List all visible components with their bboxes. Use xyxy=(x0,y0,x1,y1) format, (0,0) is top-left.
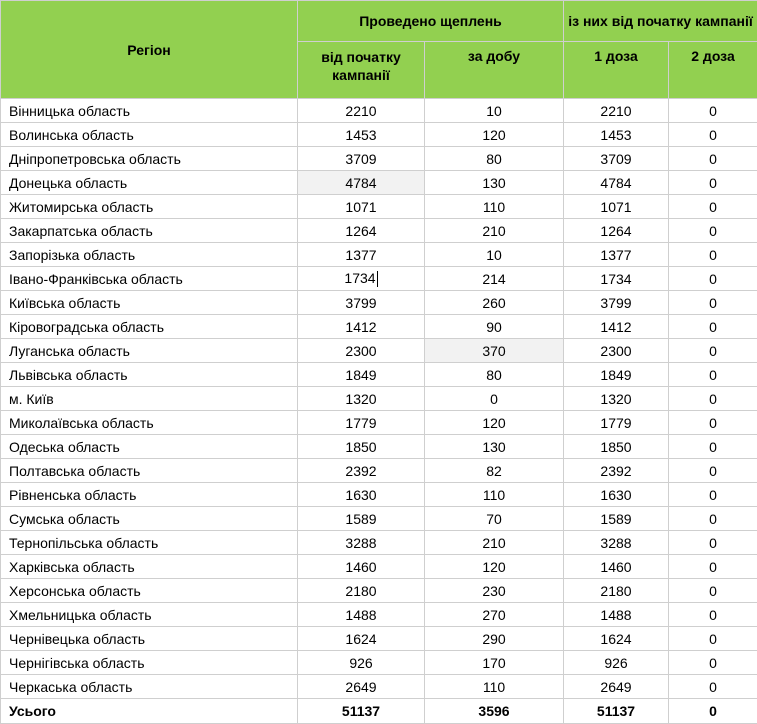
per-day-cell[interactable]: 10 xyxy=(425,243,564,267)
dose2-cell[interactable]: 0 xyxy=(669,483,757,507)
per-day-cell[interactable]: 110 xyxy=(425,483,564,507)
table-row xyxy=(1,339,757,363)
since-start-cell[interactable]: 2649 xyxy=(298,675,425,699)
dose2-cell[interactable]: 0 xyxy=(669,627,757,651)
per-day-cell[interactable]: 110 xyxy=(425,675,564,699)
since-start-cell[interactable]: 1630 xyxy=(298,483,425,507)
region-cell[interactable]: Сумська область xyxy=(1,507,298,531)
dose2-cell[interactable]: 0 xyxy=(669,387,757,411)
dose2-cell[interactable]: 0 xyxy=(669,123,757,147)
dose1-cell[interactable]: 1624 xyxy=(564,627,669,651)
dose2-cell[interactable]: 0 xyxy=(669,579,757,603)
dose1-cell[interactable]: 1779 xyxy=(564,411,669,435)
region-cell[interactable]: Рівненська область xyxy=(1,483,298,507)
since-start-cell[interactable]: 1589 xyxy=(298,507,425,531)
table-row xyxy=(1,435,757,459)
table-row xyxy=(1,627,757,651)
dose2-cell[interactable]: 0 xyxy=(669,363,757,387)
table-body xyxy=(1,99,757,724)
table-row xyxy=(1,219,757,243)
per-day-cell[interactable]: 120 xyxy=(425,123,564,147)
total-dose2-cell[interactable]: 0 xyxy=(669,699,757,724)
region-cell[interactable]: Житомирська область xyxy=(1,195,298,219)
table-row xyxy=(1,291,757,315)
header-since-start[interactable]: від початку кампанії xyxy=(298,42,425,99)
dose1-cell[interactable]: 1630 xyxy=(564,483,669,507)
region-cell[interactable]: Тернопільська область xyxy=(1,531,298,555)
per-day-cell[interactable]: 370 xyxy=(425,339,564,363)
per-day-cell[interactable]: 260 xyxy=(425,291,564,315)
since-start-cell[interactable]: 2210 xyxy=(298,99,425,123)
dose1-cell[interactable]: 2180 xyxy=(564,579,669,603)
dose2-cell[interactable]: 0 xyxy=(669,243,757,267)
per-day-cell[interactable]: 120 xyxy=(425,411,564,435)
per-day-cell[interactable]: 270 xyxy=(425,603,564,627)
since-start-cell[interactable]: 1460 xyxy=(298,555,425,579)
dose2-cell[interactable]: 0 xyxy=(669,147,757,171)
dose2-cell[interactable]: 0 xyxy=(669,459,757,483)
table-row xyxy=(1,531,757,555)
table-row xyxy=(1,123,757,147)
header-region[interactable]: Регіон xyxy=(1,1,298,99)
dose1-cell[interactable]: 4784 xyxy=(564,171,669,195)
table-row xyxy=(1,459,757,483)
per-day-cell[interactable]: 0 xyxy=(425,387,564,411)
table-row xyxy=(1,147,757,171)
region-cell[interactable]: Запорізька область xyxy=(1,243,298,267)
dose2-cell[interactable]: 0 xyxy=(669,99,757,123)
total-dose1-cell[interactable]: 51137 xyxy=(564,699,669,724)
dose2-cell[interactable]: 0 xyxy=(669,315,757,339)
table-row xyxy=(1,579,757,603)
per-day-cell[interactable]: 110 xyxy=(425,195,564,219)
per-day-cell[interactable]: 82 xyxy=(425,459,564,483)
total-since-start-cell[interactable]: 51137 xyxy=(298,699,425,724)
dose1-cell[interactable]: 2300 xyxy=(564,339,669,363)
region-cell[interactable]: Черкаська область xyxy=(1,675,298,699)
dose1-cell[interactable]: 1850 xyxy=(564,435,669,459)
dose1-cell[interactable]: 1071 xyxy=(564,195,669,219)
dose2-cell[interactable]: 0 xyxy=(669,507,757,531)
region-cell[interactable]: Донецька область xyxy=(1,171,298,195)
per-day-cell[interactable]: 120 xyxy=(425,555,564,579)
table-row xyxy=(1,267,757,291)
dose1-cell[interactable]: 1460 xyxy=(564,555,669,579)
region-cell[interactable]: Закарпатська область xyxy=(1,219,298,243)
table-row xyxy=(1,411,757,435)
per-day-cell[interactable]: 130 xyxy=(425,435,564,459)
since-start-cell[interactable]: 1320 xyxy=(298,387,425,411)
region-cell[interactable]: Хмельницька область xyxy=(1,603,298,627)
table-header xyxy=(1,1,757,99)
dose1-cell[interactable]: 2392 xyxy=(564,459,669,483)
per-day-cell[interactable]: 80 xyxy=(425,363,564,387)
dose2-cell[interactable]: 0 xyxy=(669,675,757,699)
region-cell[interactable]: Київська область xyxy=(1,291,298,315)
dose2-cell[interactable]: 0 xyxy=(669,267,757,291)
dose1-cell[interactable]: 3799 xyxy=(564,291,669,315)
since-start-cell[interactable]: 1377 xyxy=(298,243,425,267)
per-day-cell[interactable]: 90 xyxy=(425,315,564,339)
total-per-day-cell[interactable]: 3596 xyxy=(425,699,564,724)
text-cursor xyxy=(377,271,378,287)
since-start-cell[interactable]: 1071 xyxy=(298,195,425,219)
dose2-cell[interactable]: 0 xyxy=(669,531,757,555)
total-label-cell[interactable]: Усього xyxy=(1,699,298,724)
per-day-cell[interactable]: 70 xyxy=(425,507,564,531)
region-cell[interactable]: Дніпропетровська область xyxy=(1,147,298,171)
region-cell[interactable]: Чернівецька область xyxy=(1,627,298,651)
per-day-cell[interactable]: 290 xyxy=(425,627,564,651)
region-cell[interactable]: Харківська область xyxy=(1,555,298,579)
dose2-cell[interactable]: 0 xyxy=(669,339,757,363)
region-cell[interactable]: Херсонська область xyxy=(1,579,298,603)
since-start-cell[interactable]: 1453 xyxy=(298,123,425,147)
header-dose2[interactable]: 2 доза xyxy=(669,42,757,99)
dose1-cell[interactable]: 926 xyxy=(564,651,669,675)
dose2-cell[interactable]: 0 xyxy=(669,435,757,459)
table-row xyxy=(1,555,757,579)
table-row xyxy=(1,651,757,675)
per-day-cell[interactable]: 210 xyxy=(425,219,564,243)
dose1-cell[interactable]: 2210 xyxy=(564,99,669,123)
dose1-cell[interactable]: 1453 xyxy=(564,123,669,147)
since-start-cell[interactable]: 1850 xyxy=(298,435,425,459)
per-day-cell[interactable]: 170 xyxy=(425,651,564,675)
table-row xyxy=(1,675,757,699)
per-day-cell[interactable]: 214 xyxy=(425,267,564,291)
region-cell[interactable]: Полтавська область xyxy=(1,459,298,483)
region-cell[interactable]: м. Київ xyxy=(1,387,298,411)
since-start-cell[interactable]: 1849 xyxy=(298,363,425,387)
since-start-cell[interactable]: 1624 xyxy=(298,627,425,651)
header-per-day[interactable]: за добу xyxy=(425,42,564,99)
table-row xyxy=(1,171,757,195)
dose2-cell[interactable]: 0 xyxy=(669,555,757,579)
since-start-cell[interactable]: 2300 xyxy=(298,339,425,363)
per-day-cell[interactable]: 130 xyxy=(425,171,564,195)
table-row xyxy=(1,243,757,267)
dose2-cell[interactable]: 0 xyxy=(669,291,757,315)
dose1-cell[interactable]: 3709 xyxy=(564,147,669,171)
region-cell[interactable]: Луганська область xyxy=(1,339,298,363)
dose1-cell[interactable]: 1264 xyxy=(564,219,669,243)
region-cell[interactable]: Івано-Франківська область xyxy=(1,267,298,291)
per-day-cell[interactable]: 10 xyxy=(425,99,564,123)
since-start-cell[interactable]: 2392 xyxy=(298,459,425,483)
region-cell[interactable]: Львівська область xyxy=(1,363,298,387)
header-dose1[interactable]: 1 доза xyxy=(564,42,669,99)
since-start-cell[interactable]: 3799 xyxy=(298,291,425,315)
since-start-cell[interactable]: 1412 xyxy=(298,315,425,339)
dose2-cell[interactable]: 0 xyxy=(669,651,757,675)
table-row xyxy=(1,603,757,627)
region-cell[interactable]: Вінницька область xyxy=(1,99,298,123)
dose1-cell[interactable]: 1589 xyxy=(564,507,669,531)
dose2-cell[interactable]: 0 xyxy=(669,219,757,243)
since-start-cell[interactable]: 3288 xyxy=(298,531,425,555)
header-since-start-group[interactable]: із них від початку кампанії xyxy=(564,1,757,42)
per-day-cell[interactable]: 80 xyxy=(425,147,564,171)
since-start-cell[interactable]: 926 xyxy=(298,651,425,675)
dose1-cell[interactable]: 1412 xyxy=(564,315,669,339)
table-row xyxy=(1,483,757,507)
dose1-cell[interactable]: 1734 xyxy=(564,267,669,291)
table-row xyxy=(1,195,757,219)
dose1-cell[interactable]: 1320 xyxy=(564,387,669,411)
region-cell[interactable]: Волинська область xyxy=(1,123,298,147)
since-start-cell[interactable]: 1264 xyxy=(298,219,425,243)
since-start-cell[interactable]: 1488 xyxy=(298,603,425,627)
header-conducted[interactable]: Проведено щеплень xyxy=(298,1,564,42)
dose1-cell[interactable]: 2649 xyxy=(564,675,669,699)
table-row xyxy=(1,387,757,411)
dose2-cell[interactable]: 0 xyxy=(669,171,757,195)
header-row-1 xyxy=(1,1,757,42)
region-cell[interactable]: Кіровоградська область xyxy=(1,315,298,339)
table-row xyxy=(1,363,757,387)
dose1-cell[interactable]: 1377 xyxy=(564,243,669,267)
dose1-cell[interactable]: 1849 xyxy=(564,363,669,387)
since-start-cell[interactable] xyxy=(298,267,425,291)
since-start-cell[interactable]: 2180 xyxy=(298,579,425,603)
per-day-cell[interactable]: 230 xyxy=(425,579,564,603)
region-cell[interactable]: Миколаївська область xyxy=(1,411,298,435)
region-cell[interactable]: Одеська область xyxy=(1,435,298,459)
per-day-cell[interactable]: 210 xyxy=(425,531,564,555)
total-row xyxy=(1,699,757,724)
dose1-cell[interactable]: 1488 xyxy=(564,603,669,627)
dose1-cell[interactable]: 3288 xyxy=(564,531,669,555)
since-start-cell[interactable]: 1779 xyxy=(298,411,425,435)
table-row xyxy=(1,99,757,123)
since-start-cell[interactable]: 3709 xyxy=(298,147,425,171)
dose2-cell[interactable]: 0 xyxy=(669,195,757,219)
table-row xyxy=(1,315,757,339)
since-start-value: 1734 xyxy=(344,270,375,286)
since-start-cell[interactable]: 4784 xyxy=(298,171,425,195)
dose2-cell[interactable]: 0 xyxy=(669,411,757,435)
dose2-cell[interactable]: 0 xyxy=(669,603,757,627)
table-row xyxy=(1,507,757,531)
region-cell[interactable]: Чернігівська область xyxy=(1,651,298,675)
